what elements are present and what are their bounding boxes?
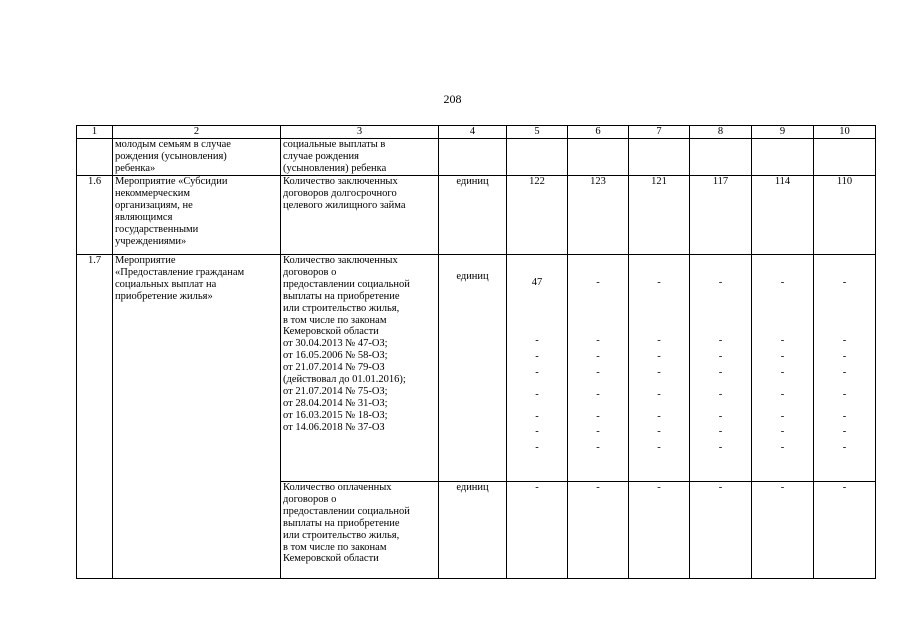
law-value: -	[535, 410, 539, 422]
value-cell: 110	[814, 176, 876, 255]
law-value: -	[780, 410, 785, 422]
law-value: -	[657, 366, 661, 378]
law-value: -	[535, 350, 539, 362]
law-value: -	[657, 442, 661, 454]
law-value: -	[596, 426, 600, 438]
law-value: -	[780, 388, 785, 400]
value-cell: 117	[690, 176, 752, 255]
value-column-cell	[690, 255, 752, 482]
value-cell: -	[814, 482, 876, 579]
header-cell: 8	[690, 126, 752, 139]
value-cell: -	[568, 482, 629, 579]
row-number-cell	[77, 139, 113, 176]
law-value: -	[842, 334, 847, 346]
unit-cell	[439, 139, 507, 176]
law-value: -	[842, 388, 847, 400]
value-cell	[507, 139, 568, 176]
header-cell: 5	[507, 126, 568, 139]
event-name-cell: молодым семьям в случае рождения (усыновления) ребенка»	[113, 139, 281, 176]
unit-cell: единиц	[439, 255, 507, 482]
law-value: -	[842, 442, 847, 454]
value-cell: -	[507, 482, 568, 579]
unit-cell: единиц	[439, 176, 507, 255]
value-cell: -	[752, 482, 814, 579]
indicators-table	[76, 125, 876, 579]
event-name-cell: Мероприятие «Предоставление гражданам социальных выплат на приобретение жилья»	[113, 255, 281, 579]
law-value: -	[842, 366, 847, 378]
value-cell: 114	[752, 176, 814, 255]
law-value: -	[657, 334, 661, 346]
event-name-cell: Мероприятие «Субсидии некоммерческим организациям, не являющимся государственными учреждениями»	[113, 176, 281, 255]
value-cell	[629, 139, 690, 176]
value-column-cell	[752, 255, 814, 482]
unit-cell: единиц	[439, 482, 507, 579]
value-cell	[814, 139, 876, 176]
value-cell	[690, 139, 752, 176]
value-column-cell	[568, 255, 629, 482]
law-value: -	[780, 442, 785, 454]
value-cell: -	[629, 482, 690, 579]
law-value: -	[718, 350, 723, 362]
value-cell: 122	[507, 176, 568, 255]
law-value: -	[596, 388, 600, 400]
header-cell: 10	[814, 126, 876, 139]
law-value: -	[535, 388, 539, 400]
value-cell: 121	[629, 176, 690, 255]
total-value: -	[780, 277, 785, 288]
value-cell: -	[690, 482, 752, 579]
law-value: -	[596, 442, 600, 454]
law-value: -	[535, 426, 539, 438]
total-value: -	[657, 277, 661, 288]
law-value: -	[718, 442, 723, 454]
law-value: -	[842, 350, 847, 362]
law-value: -	[657, 388, 661, 400]
value-column-cell	[629, 255, 690, 482]
total-value: 47	[531, 277, 543, 288]
value-column-cell	[814, 255, 876, 482]
law-value: -	[842, 410, 847, 422]
law-value: -	[718, 366, 723, 378]
law-value: -	[718, 426, 723, 438]
law-value: -	[596, 334, 600, 346]
header-row	[77, 126, 876, 139]
indicator-name-cell: социальные выплаты в случае рождения (усыновления) ребенка	[281, 139, 439, 176]
law-value: -	[657, 350, 661, 362]
law-value: -	[657, 426, 661, 438]
law-value: -	[718, 388, 723, 400]
law-value: -	[718, 410, 723, 422]
law-value: -	[596, 350, 600, 362]
value-column-cell	[507, 255, 568, 482]
header-cell: 2	[113, 126, 281, 139]
law-value: -	[657, 410, 661, 422]
table-row	[77, 139, 876, 176]
total-value: -	[842, 277, 847, 288]
table-row	[77, 176, 876, 255]
row-number-cell: 1.7	[77, 255, 113, 579]
header-cell: 6	[568, 126, 629, 139]
law-value: -	[780, 426, 785, 438]
value-cell	[568, 139, 629, 176]
value-cell: 123	[568, 176, 629, 255]
law-value: -	[780, 334, 785, 346]
total-value: -	[596, 277, 600, 288]
law-value: -	[596, 410, 600, 422]
total-value: -	[718, 277, 723, 288]
law-value: -	[535, 334, 539, 346]
law-value: -	[535, 442, 539, 454]
law-value: -	[780, 350, 785, 362]
indicator-name-cell: Количество оплаченных договоров о предоставлении социальной выплаты на приобретение или строительство жилья, в том числе по законам Кемеровской области	[281, 482, 439, 579]
indicator-name-cell: Количество заключенных договоров долгосрочного целевого жилищного займа	[281, 176, 439, 255]
law-value: -	[596, 366, 600, 378]
law-value: -	[535, 366, 539, 378]
row-number-cell: 1.6	[77, 176, 113, 255]
header-cell: 7	[629, 126, 690, 139]
value-cell	[752, 139, 814, 176]
header-cell: 4	[439, 126, 507, 139]
table-row	[77, 255, 876, 482]
law-value: -	[842, 426, 847, 438]
indicator-name-cell: Количество заключенных договоров о предоставлении социальной выплаты на приобретение или строительство жилья, в том числе по законам Кемеровской области от 30.04.2013 № 47-ОЗ; от 16.05.2006 № 58-ОЗ; от 21.07.2014 № 79-ОЗ (действовал до 01.01.2016); от 21.07.2014 № 75-ОЗ; от 28.04.2014 № 31-ОЗ; от 16.03.2015 № 18-ОЗ; от 14.06.2018 № 37-ОЗ	[281, 255, 439, 482]
law-value: -	[718, 334, 723, 346]
header-cell: 1	[77, 126, 113, 139]
header-cell: 3	[281, 126, 439, 139]
page-number: 208	[443, 92, 462, 106]
header-cell: 9	[752, 126, 814, 139]
law-value: -	[780, 366, 785, 378]
